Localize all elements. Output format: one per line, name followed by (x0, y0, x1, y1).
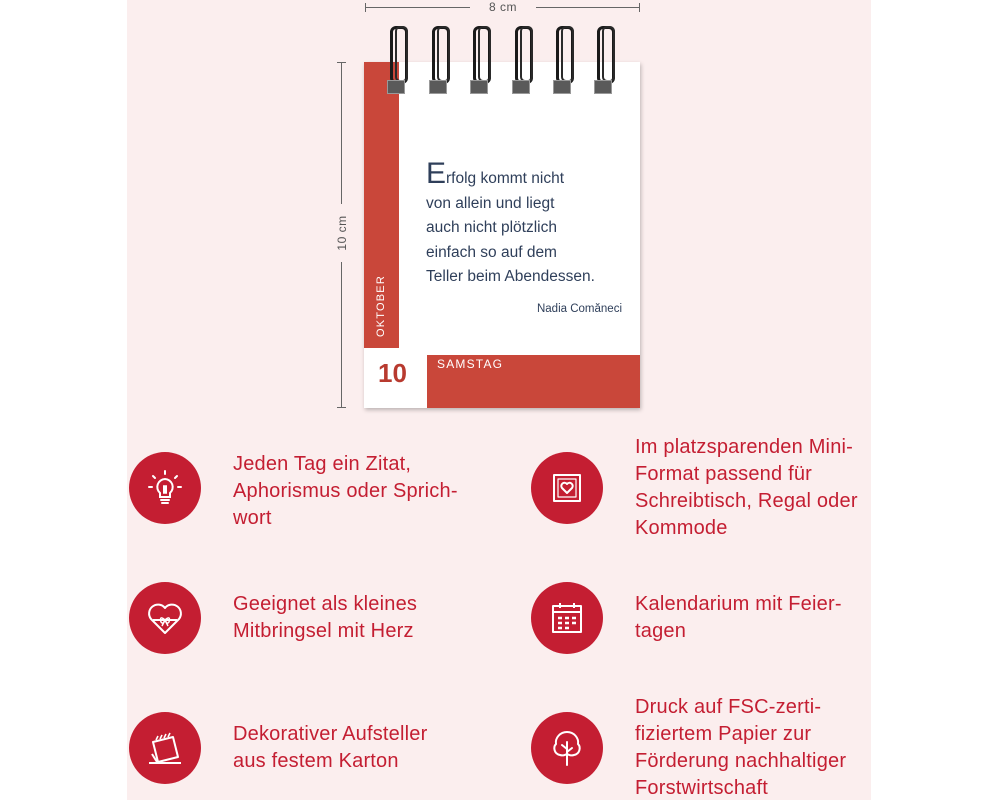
feature-icon-circle (129, 712, 201, 784)
spiral-ring (594, 26, 614, 98)
height-dimension-label: 10 cm (334, 204, 350, 262)
weekday-label: SAMSTAG (437, 357, 504, 371)
calendar-icon (547, 598, 587, 638)
quote-line: Teller beim Abendessen. (426, 268, 595, 285)
feature-icon-circle (531, 452, 603, 524)
spiral-ring (553, 26, 573, 98)
quote-text (426, 157, 636, 290)
feature-text: Jeden Tag ein Zitat, Aphorismus oder Sprich- wort (233, 453, 458, 529)
tilted-calendar-icon (145, 728, 185, 768)
feature-text: Dekorativer Aufsteller aus festem Karton (233, 723, 428, 772)
spiral-ring (470, 26, 490, 98)
width-dimension-label: 8 cm (470, 0, 536, 15)
feature-icon-circle (129, 582, 201, 654)
feature-text: Kalendarium mit Feier- tagen (635, 593, 842, 642)
framed-heart-icon (547, 468, 587, 508)
spiral-ring (387, 26, 407, 98)
feature-text: Im platzsparenden Mini- Format passend für Schreibtisch, Regal oder Kommode (635, 436, 858, 539)
quote-initial: E (426, 157, 447, 190)
weekday-bar (427, 355, 640, 408)
quote-author: Nadia Comăneci (536, 303, 622, 315)
calendar-page (364, 62, 640, 408)
day-number: 10 (378, 358, 407, 388)
spiral-ring (429, 26, 449, 98)
quote-line: von allein und liegt (426, 194, 555, 212)
heart-bow-icon (145, 598, 185, 638)
feature-text: Druck auf FSC-zerti- fiziertem Papier zur Förderung nachhaltiger Forstwirtschaft (635, 696, 847, 799)
feature-icon-circle (129, 452, 201, 524)
tree-icon (547, 728, 587, 768)
quote-line: einfach so auf dem (426, 243, 557, 261)
quote-line: auch nicht plötzlich (426, 219, 557, 236)
spiral-ring (512, 26, 532, 98)
quote-line: rfolg kommt nicht (446, 170, 565, 187)
feature-icon-circle (531, 582, 603, 654)
feature-text: Geeignet als kleines Mitbringsel mit Herz (233, 593, 418, 642)
feature-icon-circle (531, 712, 603, 784)
lightbulb-icon (145, 468, 185, 508)
month-label: OKTOBER (375, 275, 387, 337)
